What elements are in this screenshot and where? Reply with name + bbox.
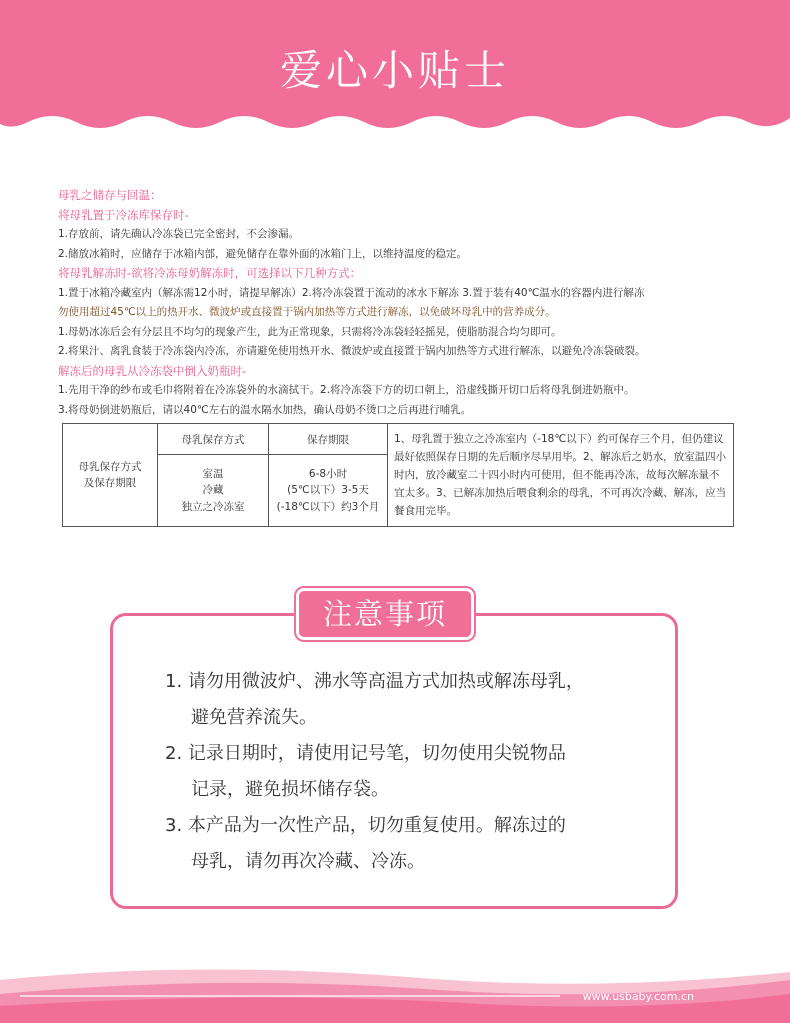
- table-header-method: 母乳保存方式: [158, 424, 269, 455]
- table-methods-cell: 室温 冷藏 独立之冷冻室: [158, 455, 269, 527]
- notice-item: 1. 请勿用微波炉、沸水等高温方式加热或解冻母乳，: [165, 671, 584, 692]
- subheading-thawing: 将母乳解冻时-欲将冷冻母奶解冻时，可选择以下几种方式：: [58, 266, 362, 280]
- instruction-line: 2.储放冰箱时，应储存于冰箱内部，避免储存在靠外面的冰箱门上，以维持温度的稳定。: [58, 247, 468, 260]
- storage-instructions: [58, 186, 738, 420]
- notice-item-continued: 避免营养流失。: [191, 707, 317, 728]
- header-banner: [0, 0, 790, 140]
- table-row-label: 母乳保存方式 及保存期限: [63, 424, 158, 527]
- storage-table: [62, 423, 734, 527]
- table-header-period: 保存期限: [269, 424, 388, 455]
- notice-item-continued: 记录，避免损坏储存袋。: [191, 779, 389, 800]
- website-link[interactable]: www.usbaby.com.cn: [582, 990, 694, 1003]
- instruction-line: 1.置于冰箱冷藏室内（解冻需12小时，请提早解冻）2.将冷冻袋置于流动的冰水下解冻 3.置于装有40℃温水的容器内进行解冻: [58, 286, 645, 299]
- instruction-line: 2.将果汁、离乳食装于冷冻袋内冷冻，亦请避免使用热开水、微波炉或直接置于锅内加热等方式进行解冻，以避免冷冻袋破裂。: [58, 345, 646, 357]
- instruction-line: 1.母奶冰冻后会有分层且不均匀的现象产生，此为正常现象，只需将冷冻袋轻轻摇晃，使脂肪混合均匀即可。: [58, 325, 562, 338]
- instruction-line: 1.存放前，请先确认冷冻袋已完全密封，不会渗漏。: [58, 228, 300, 240]
- footer-wave-background: [0, 950, 790, 1023]
- subheading-freezer: 将母乳置于冷冻库保存时-: [58, 207, 189, 222]
- table-note: 1、母乳置于独立之冷冻室内（-18℃以下）约可保存三个月，但仍建议最好依照保存日期的先后顺序尽早用毕。2、解冻后之奶水，放室温四小时内，放冷藏室二十四小时内可使用，但不能再冷冻，故每次解冻量不宜太多。3、已解冻加热后喂食剩余的母乳，不可再次冷藏、解冻，应当餐食用完毕。: [388, 424, 734, 527]
- notice-item: 2. 记录日期时，请使用记号笔，切勿使用尖锐物品: [165, 743, 566, 764]
- notice-item: 3. 本产品为一次性产品，切勿重复使用。解冻过的: [165, 815, 566, 836]
- notice-title: 注意事项: [296, 588, 474, 640]
- instruction-line: 1.先用干净的纱布或毛巾将附着在冷冻袋外的水滴拭干。2.将冷冻袋下方的切口朝上，沿虚线撕开切口后将母乳倒进奶瓶中。: [58, 384, 635, 396]
- page-title: 爱心小贴士: [279, 46, 510, 95]
- footer: [0, 950, 790, 1023]
- warning-line: 勿使用超过45℃以上的热开水、微波炉或直接置于锅内加热等方式进行解冻，以免破坏母乳中的营养成分。: [58, 306, 556, 318]
- instruction-line: 3.将母奶倒进奶瓶后，请以40℃左右的温水隔水加热，确认母奶不烫口之后再进行哺乳。: [58, 403, 472, 416]
- section-heading: 母乳之储存与回温：: [58, 188, 162, 202]
- notice-item-continued: 母乳，请勿再次冷藏、冷冻。: [191, 851, 425, 872]
- table-periods-cell: 6-8小时 (5℃以下）3-5天 (-18℃以下）约3个月: [269, 455, 388, 527]
- notice-list: [165, 664, 665, 880]
- subheading-bottle: 解冻后的母乳从冷冻袋中倒入奶瓶时-: [58, 363, 247, 378]
